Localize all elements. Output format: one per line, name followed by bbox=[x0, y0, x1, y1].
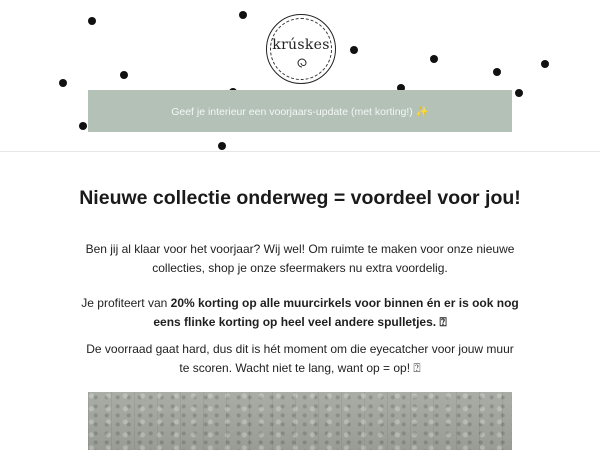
email-header bbox=[0, 0, 600, 152]
wall-photo[interactable] bbox=[88, 392, 512, 450]
discount-highlight: 20% korting op alle muurcirkels voor binnen én er is ook nog eens flinke korting op heel veel andere spulletjes. ⍰ bbox=[153, 296, 519, 329]
promo-banner-text: Geef je interieur een voorjaars-update (met korting!) ✨ bbox=[171, 105, 429, 118]
decor-dot bbox=[88, 17, 96, 25]
promo-banner[interactable] bbox=[88, 90, 512, 132]
stock-paragraph: De voorraad gaat hard, dus dit is hét moment om die eyecatcher voor jouw muur te scoren. Wacht niet te lang, want op = op! ⍰ bbox=[86, 342, 514, 375]
logo-text: krúskes bbox=[272, 37, 330, 53]
discount-paragraph bbox=[80, 294, 520, 332]
decor-dot bbox=[120, 71, 128, 79]
kruskes-logo[interactable] bbox=[266, 14, 336, 84]
decor-dot bbox=[79, 122, 87, 130]
header-divider bbox=[0, 151, 600, 152]
decor-dot bbox=[59, 79, 67, 87]
page-title: Nieuwe collectie onderweg = voordeel voor jou! bbox=[79, 187, 521, 209]
discount-prefix: Je profiteert van bbox=[81, 296, 171, 310]
decor-dot bbox=[350, 46, 358, 54]
snail-icon bbox=[296, 58, 308, 68]
decor-dot bbox=[218, 142, 226, 150]
decor-dot bbox=[541, 60, 549, 68]
decor-dot bbox=[430, 55, 438, 63]
decor-dot bbox=[515, 89, 523, 97]
decor-dot bbox=[493, 68, 501, 76]
intro-paragraph: Ben jij al klaar voor het voorjaar? Wij wel! Om ruimte te maken voor onze nieuwe collecties, shop je onze sfeermakers nu extra voordelig. bbox=[85, 242, 515, 275]
decor-dot bbox=[239, 11, 247, 19]
